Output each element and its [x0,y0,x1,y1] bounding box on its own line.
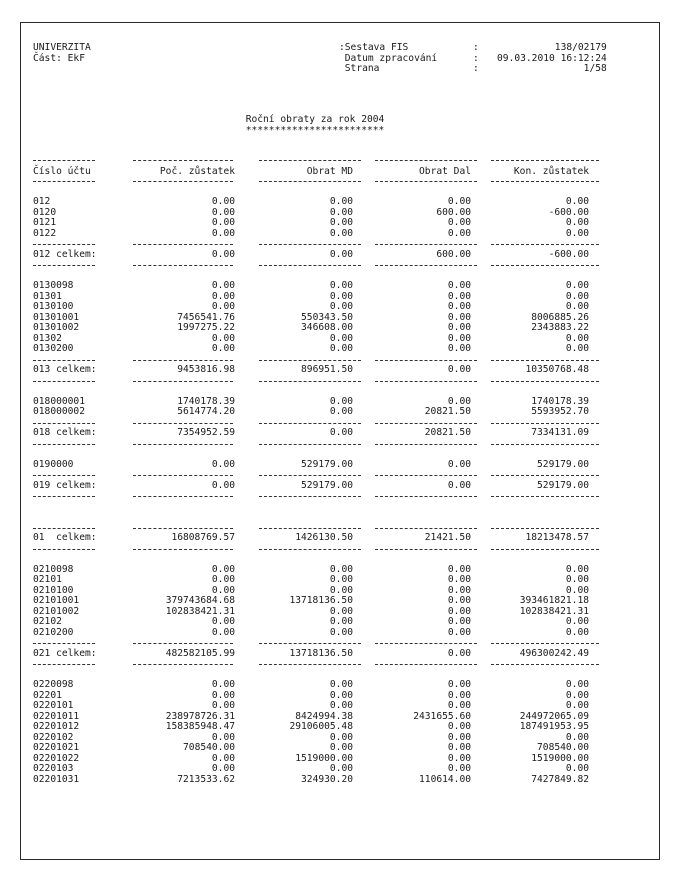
cell-turnover-md: 13718136.50 [289,647,353,659]
cell-account: 02102 [33,616,62,627]
cell-opening-balance: 0.00 [211,227,235,239]
grandtotal-row [33,533,599,544]
cell-turnover-dal: 0.00 [447,700,471,711]
cell-opening-balance: 102838421.31 [165,605,235,617]
cell-closing-balance: 8006885.26 [531,311,589,323]
column-header: Poč. zůstatek [159,165,235,177]
cell-opening-balance: 0.00 [211,479,235,491]
cell-turnover-md: 346608.00 [301,322,353,333]
cell-opening-balance: 1997275.22 [177,322,235,333]
cell-opening-balance: 0.00 [211,248,235,260]
cell-closing-balance: 0.00 [565,227,589,239]
cell-turnover-dal: 0.00 [447,763,471,774]
cell-opening-balance: 16808769.57 [171,532,235,543]
cell-closing-balance: 0.00 [565,689,589,701]
cell-turnover-dal: 0.00 [447,574,471,585]
cell-account: 0121 [33,217,57,228]
cell-opening-balance: 7213533.62 [177,773,235,785]
cell-opening-balance: 0.00 [211,280,235,291]
grandtotal-rule [33,544,599,555]
cell-turnover-md: 0.00 [329,626,353,638]
spacer [33,512,599,523]
org-name: UNIVERZITA [33,42,91,53]
cell-turnover-dal: 110614.00 [419,773,471,785]
cell-closing-balance: 102838421.31 [519,605,589,617]
cell-turnover-dal: 0.00 [447,395,471,407]
cell-closing-balance: 0.00 [565,280,589,291]
cell-opening-balance: 9453816.98 [177,364,235,375]
cell-account: 0220098 [33,679,74,690]
cell-opening-balance: 0.00 [211,206,235,218]
table-row [33,754,599,765]
cell-account: 0130200 [33,343,74,354]
cell-turnover-md: 0.00 [329,280,353,291]
cell-closing-balance: 0.00 [565,574,589,585]
cell-closing-balance: 18213478.57 [525,532,589,543]
cell-turnover-md: 0.00 [329,427,353,438]
cell-turnover-dal: 0.00 [447,196,471,207]
cell-closing-balance: 0.00 [565,616,589,627]
cell-turnover-dal: 0.00 [447,280,471,291]
subtotal-row [33,250,599,261]
cell-turnover-dal: 0.00 [447,332,471,344]
cell-turnover-md: 0.00 [329,689,353,701]
cell-turnover-md: 0.00 [329,343,353,354]
cell-closing-balance: 529179.00 [537,479,589,491]
cell-closing-balance: 0.00 [565,343,589,354]
cell-account: 018 celkem: [33,427,97,438]
cell-turnover-dal: 0.00 [447,227,471,239]
cell-turnover-dal: 20821.50 [424,427,471,438]
table-row [33,764,599,775]
cell-turnover-md: 550343.50 [301,311,353,323]
cell-closing-balance: 0.00 [565,563,589,575]
report-title: Roční obraty za rok 2004 [245,114,385,125]
table-row [33,607,599,618]
cell-account: 012 celkem: [33,248,97,260]
subtotal-row [33,649,599,660]
cell-opening-balance: 0.00 [211,689,235,701]
table-row [33,334,599,345]
table-row [33,628,599,639]
cell-closing-balance: 1740178.39 [531,395,589,407]
table-row [33,565,599,576]
cell-opening-balance: 0.00 [211,752,235,764]
cell-account: 02201 [33,689,62,701]
cell-closing-balance: 0.00 [565,217,589,228]
cell-account: 021 celkem: [33,647,97,659]
subtotal-rule [33,470,599,481]
grandtotal-rule [33,523,599,534]
cell-closing-balance: 0.00 [565,584,589,596]
header-row-page [339,64,607,75]
cell-opening-balance: 0.00 [211,584,235,596]
cell-turnover-dal: 0.00 [447,217,471,228]
cell-account: 0210098 [33,563,74,575]
cell-turnover-md: 0.00 [329,679,353,690]
cell-closing-balance: 0.00 [565,731,589,743]
cell-account: 02201011 [33,710,80,722]
table-row [33,596,599,607]
cell-account: 01301 [33,290,62,302]
spacer [33,670,599,681]
cell-turnover-dal: 600.00 [436,248,471,260]
cell-account: 0220103 [33,763,74,774]
cell-turnover-md: 13718136.50 [289,595,353,606]
cell-turnover-dal: 0.00 [447,311,471,323]
cell-turnover-md: 529179.00 [301,458,353,470]
cell-closing-balance: 0.00 [565,763,589,774]
subtotal-rule [33,418,599,429]
table-row [33,743,599,754]
cell-turnover-md: 324930.20 [301,773,353,785]
cell-opening-balance: 0.00 [211,290,235,302]
cell-closing-balance: 708540.00 [537,742,589,753]
cell-turnover-md: 0.00 [329,248,353,260]
date-label: Datum zpracování [339,52,438,64]
cell-turnover-dal: 0.00 [447,752,471,764]
date-sep: : [473,52,479,64]
cell-turnover-md: 0.00 [329,742,353,753]
cell-closing-balance: 0.00 [565,700,589,711]
cell-opening-balance: 0.00 [211,616,235,627]
table-row [33,281,599,292]
page-sep: : [473,63,479,74]
cell-turnover-dal: 20821.50 [424,406,471,417]
cell-turnover-dal: 2431655.60 [413,710,471,722]
spacer [33,271,599,282]
cell-turnover-dal: 0.00 [447,364,471,375]
cell-account: 0120 [33,206,57,218]
cell-closing-balance: 187491953.95 [519,721,589,732]
table-row [33,323,599,334]
cell-turnover-md: 0.00 [329,301,353,312]
column-header: Kon. zůstatek [513,165,589,177]
cell-turnover-dal: 0.00 [447,584,471,596]
cell-turnover-dal: 0.00 [447,731,471,743]
cell-turnover-md: 0.00 [329,332,353,344]
cell-closing-balance: 7427849.82 [531,773,589,785]
subtotal-rule [33,659,599,670]
cell-turnover-dal: 0.00 [447,689,471,701]
cell-account: 0220101 [33,700,74,711]
cell-turnover-md: 0.00 [329,584,353,596]
spacer [33,502,599,513]
cell-opening-balance: 0.00 [211,763,235,774]
cell-account: 018000002 [33,406,85,417]
cell-account: 01 celkem: [33,532,97,543]
cell-opening-balance: 7354952.59 [177,427,235,438]
cell-account: 02101 [33,574,62,585]
cell-opening-balance: 0.00 [211,332,235,344]
subtotal-row [33,365,599,376]
cell-account: 01301001 [33,311,80,323]
cell-account: 0210100 [33,584,74,596]
cell-opening-balance: 0.00 [211,196,235,207]
subtotal-rule [33,439,599,450]
cell-account: 0130100 [33,301,74,312]
cell-turnover-md: 1426130.50 [295,532,353,543]
subtotal-rule [33,491,599,502]
cell-closing-balance: 0.00 [565,196,589,207]
cell-closing-balance: 529179.00 [537,458,589,470]
cell-turnover-dal: 0.00 [447,605,471,617]
cell-opening-balance: 238978726.31 [165,710,235,722]
report-page [20,22,660,860]
subtotal-rule [33,376,599,387]
page-value: 1/58 [583,63,607,74]
table-row [33,208,599,219]
cell-turnover-dal: 0.00 [447,343,471,354]
table-row [33,292,599,303]
cell-turnover-md: 0.00 [329,196,353,207]
cell-account: 019 celkem: [33,479,97,491]
cell-turnover-dal: 0.00 [447,458,471,470]
cell-opening-balance: 0.00 [211,679,235,690]
accounts-table [33,155,599,785]
cell-account: 013 celkem: [33,364,97,375]
cell-closing-balance: 10350768.48 [525,364,589,375]
header-row-report [339,43,607,54]
table-row [33,617,599,628]
cell-opening-balance: 1740178.39 [177,395,235,407]
cell-turnover-md: 529179.00 [301,479,353,491]
spacer [33,187,599,198]
table-row [33,344,599,355]
column-header: Číslo účtu [33,165,91,177]
cell-turnover-dal: 21421.50 [424,532,471,543]
org-part: Část: EkF [33,52,85,64]
cell-account: 02101002 [33,605,80,617]
cell-turnover-dal: 0.00 [447,595,471,606]
subtotal-rule [33,239,599,250]
cell-turnover-dal: 0.00 [447,563,471,575]
cell-turnover-md: 0.00 [329,763,353,774]
column-header: Obrat MD [306,165,353,177]
cell-turnover-md: 1519000.00 [295,752,353,764]
cell-turnover-md: 29106005.48 [289,721,353,732]
cell-opening-balance: 708540.00 [183,742,235,753]
cell-opening-balance: 158385948.47 [165,721,235,732]
cell-closing-balance: 0.00 [565,332,589,344]
cell-turnover-md: 8424994.38 [295,710,353,722]
cell-turnover-md: 0.00 [329,406,353,417]
cell-turnover-dal: 0.00 [447,647,471,659]
cell-opening-balance: 482582105.99 [165,647,235,659]
cell-closing-balance: 5593952.70 [531,406,589,417]
spacer [33,386,599,397]
cell-account: 02101001 [33,595,80,606]
report-title-block [225,115,405,136]
cell-closing-balance: 1519000.00 [531,752,589,764]
cell-turnover-dal: 0.00 [447,626,471,638]
cell-closing-balance: 7334131.09 [531,427,589,438]
column-header: Obrat Dal [419,165,471,177]
date-value: 09.03.2010 16:12:24 [497,52,607,64]
table-row [33,680,599,691]
cell-account: 0220102 [33,731,74,743]
cell-opening-balance: 0.00 [211,563,235,575]
cell-closing-balance: -600.00 [548,206,589,218]
cell-turnover-dal: 0.00 [447,616,471,627]
table-row [33,701,599,712]
cell-opening-balance: 5614774.20 [177,406,235,417]
cell-closing-balance: 496300242.49 [519,647,589,659]
cell-opening-balance: 0.00 [211,458,235,470]
report-sep: : [473,42,479,53]
cell-opening-balance: 0.00 [211,301,235,312]
cell-turnover-md: 0.00 [329,563,353,575]
title-underline: ************************ [245,124,385,136]
cell-turnover-dal: 0.00 [447,742,471,753]
cell-turnover-dal: 0.00 [447,479,471,491]
cell-account: 02201012 [33,721,80,732]
cell-opening-balance: 379743684.68 [165,595,235,606]
report-value: 138/02179 [554,42,607,53]
cell-account: 0122 [33,227,57,239]
cell-opening-balance: 0.00 [211,217,235,228]
cell-closing-balance: 0.00 [565,626,589,638]
table-row [33,407,599,418]
table-row [33,733,599,744]
cell-turnover-dal: 600.00 [436,206,471,218]
header-right [339,43,607,75]
cell-turnover-md: 0.00 [329,290,353,302]
cell-turnover-dal: 0.00 [447,721,471,732]
cell-account: 012 [33,196,51,207]
table-row [33,197,599,208]
subtotal-row [33,428,599,439]
report-label: :Sestava FIS [339,42,409,53]
subtotal-rule [33,638,599,649]
cell-turnover-md: 0.00 [329,700,353,711]
table-row [33,691,599,702]
cell-turnover-md: 896951.50 [301,364,353,375]
cell-turnover-dal: 0.00 [447,322,471,333]
spacer [33,554,599,565]
cell-turnover-md: 0.00 [329,206,353,218]
table-row [33,460,599,471]
cell-account: 02201022 [33,752,80,764]
cell-account: 0130098 [33,280,74,291]
spacer [33,449,599,460]
header-rule-bottom [33,176,599,187]
cell-account: 0190000 [33,458,74,470]
cell-closing-balance: 393461821.18 [519,595,589,606]
cell-account: 018000001 [33,395,85,407]
table-row [33,722,599,733]
cell-turnover-dal: 0.00 [447,301,471,312]
cell-closing-balance: 2343883.22 [531,322,589,333]
cell-opening-balance: 0.00 [211,574,235,585]
cell-turnover-dal: 0.00 [447,290,471,302]
table-row [33,218,599,229]
cell-closing-balance: 244972065.09 [519,710,589,722]
cell-closing-balance: -600.00 [548,248,589,260]
cell-turnover-md: 0.00 [329,574,353,585]
header-left [33,43,91,64]
cell-opening-balance: 7456541.76 [177,311,235,323]
subtotal-row [33,481,599,492]
cell-closing-balance: 0.00 [565,301,589,312]
cell-turnover-md: 0.00 [329,227,353,239]
page-label: Strana [339,63,380,74]
cell-account: 02201031 [33,773,80,785]
cell-opening-balance: 0.00 [211,700,235,711]
cell-turnover-md: 0.00 [329,605,353,617]
table-row [33,302,599,313]
cell-account: 02201021 [33,742,80,753]
table-row [33,775,599,786]
cell-opening-balance: 0.00 [211,343,235,354]
table-row [33,397,599,408]
cell-turnover-dal: 0.00 [447,679,471,690]
cell-account: 01302 [33,332,62,344]
cell-opening-balance: 0.00 [211,731,235,743]
cell-turnover-md: 0.00 [329,616,353,627]
table-row [33,229,599,240]
column-headers [33,166,599,177]
cell-account: 01301002 [33,322,80,333]
header-rule-top [33,155,599,166]
cell-turnover-md: 0.00 [329,731,353,743]
subtotal-rule [33,260,599,271]
cell-opening-balance: 0.00 [211,626,235,638]
cell-turnover-md: 0.00 [329,217,353,228]
table-row [33,575,599,586]
cell-closing-balance: 0.00 [565,290,589,302]
cell-turnover-md: 0.00 [329,395,353,407]
cell-closing-balance: 0.00 [565,679,589,690]
subtotal-rule [33,355,599,366]
cell-account: 0210200 [33,626,74,638]
